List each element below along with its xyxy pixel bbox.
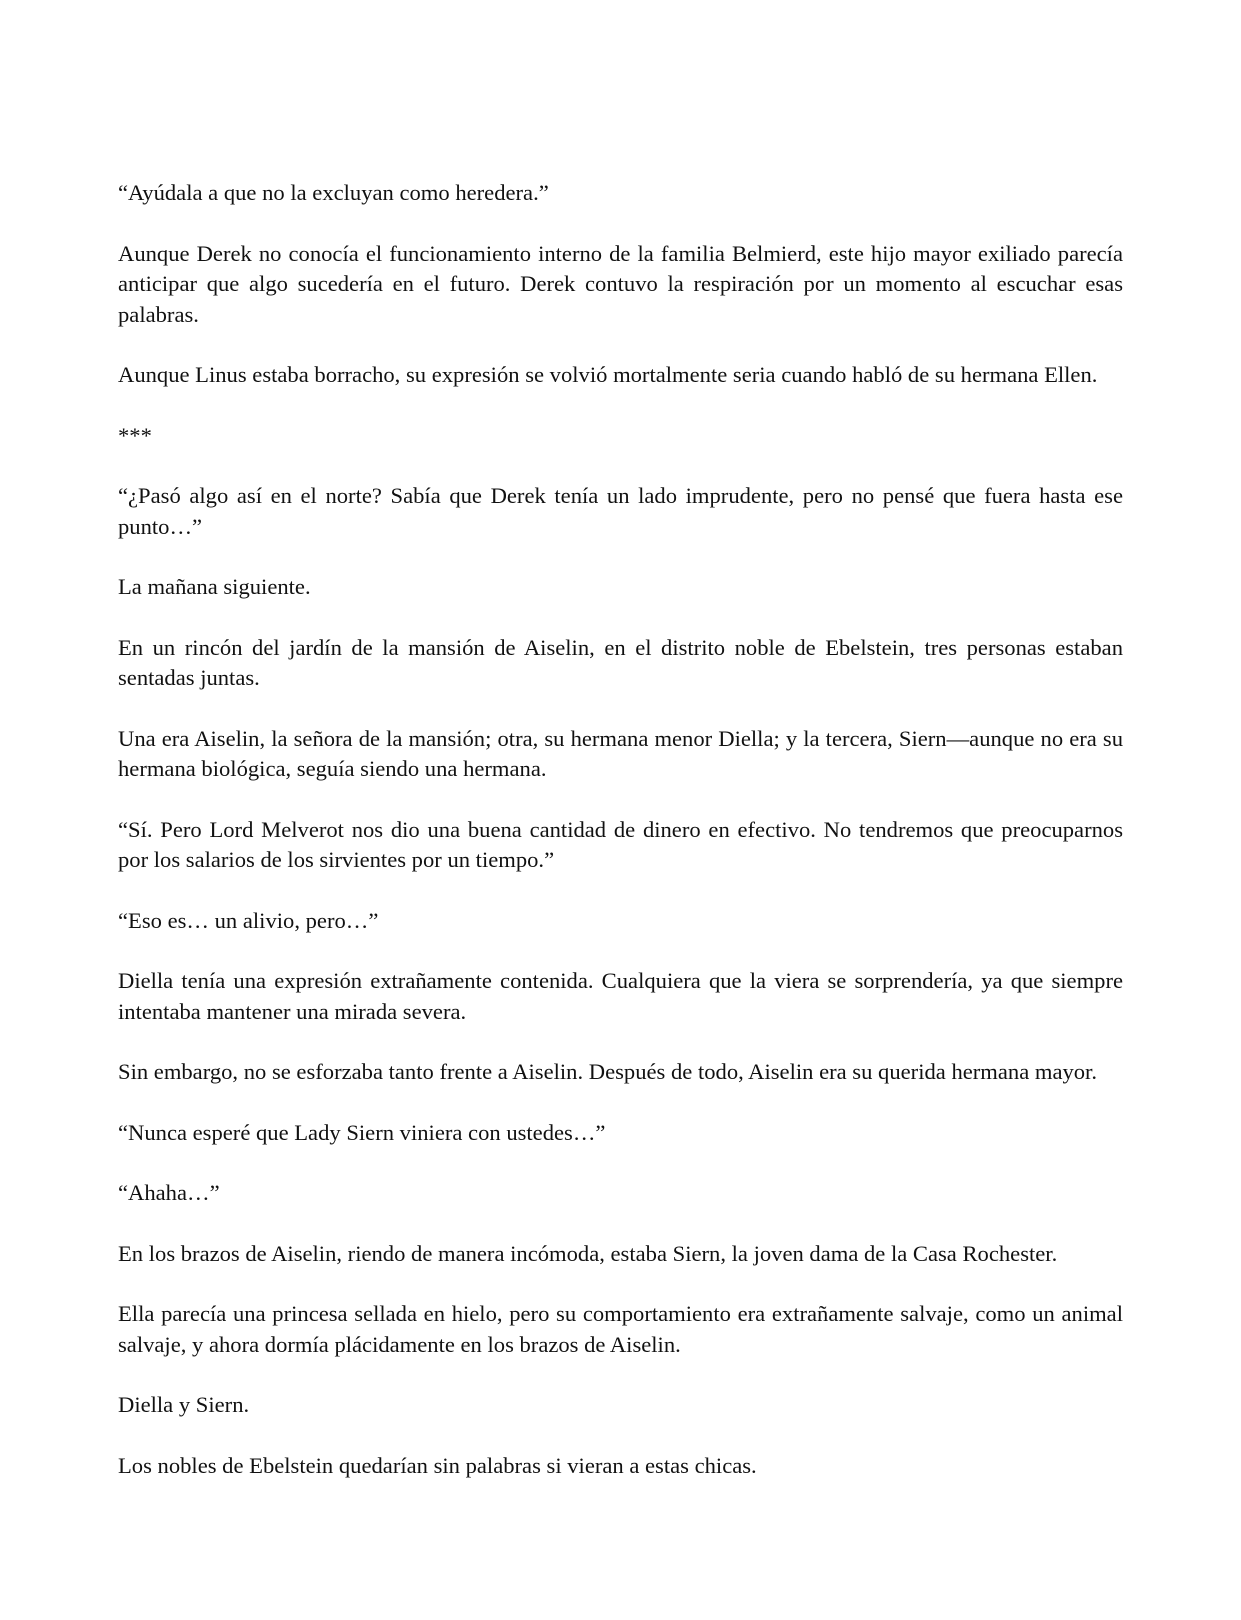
paragraph-3: Aunque Linus estaba borracho, su expresión se volvió mortalmente seria cuando habló de su hermana Ellen. — [118, 362, 1098, 387]
paragraph-18: Los nobles de Ebelstein quedarían sin palabras si vieran a estas chicas. — [118, 1452, 757, 1478]
paragraph-8: Una era Aiselin, la señora de la mansión; otra, su hermana menor Diella; y la tercera, Siern—aunque no era su hermana biológica, seguía siendo una hermana. — [118, 725, 1123, 781]
paragraph-11: Diella tenía una expresión extrañamente contenida. Cualquiera que la viera se sorprendería, ya que siempre intentaba mantener una mirada severa. — [118, 968, 1123, 1024]
paragraph-9: “Sí. Pero Lord Melverot nos dio una buena cantidad de dinero en efectivo. No tendremos que preocuparnos por los salarios de los sirvientes por un tiempo.” — [118, 816, 1123, 872]
paragraph-16: Ella parecía una princesa sellada en hielo, pero su comportamiento era extrañamente salvaje, como un animal salvaje, y ahora dormía plácidamente en los brazos de Aiselin. — [118, 1301, 1123, 1357]
paragraph-6: La mañana siguiente. — [118, 574, 311, 599]
paragraph-7: En un rincón del jardín de la mansión de Aiselin, en el distrito noble de Ebelstein, tres personas estaban sentadas juntas. — [118, 634, 1123, 690]
paragraph-1: “Ayúdala a que no la excluyan como heredera.” — [118, 180, 549, 205]
paragraph-12: Sin embargo, no se esforzaba tanto frente a Aiselin. Después de todo, Aiselin era su querida hermana mayor. — [118, 1059, 1097, 1084]
paragraph-15: En los brazos de Aiselin, riendo de manera incómoda, estaba Siern, la joven dama de la Casa Rochester. — [118, 1240, 1058, 1266]
paragraph-13: “Nunca esperé que Lady Siern viniera con ustedes…” — [118, 1119, 606, 1145]
paragraph-5: “¿Pasó algo así en el norte? Sabía que Derek tenía un lado imprudente, pero no pensé que fuera hasta ese punto…” — [118, 483, 1123, 539]
paragraph-14: “Ahaha…” — [118, 1180, 220, 1205]
paragraph-2: Aunque Derek no conocía el funcionamiento interno de la familia Belmierd, este hijo mayor exiliado parecía anticipar que algo sucedería en el futuro. Derek contuvo la respiración por un momento al escuchar esas palabras. — [118, 240, 1123, 327]
body-text — [118, 178, 1123, 1511]
paragraph-17: Diella y Siern. — [118, 1392, 250, 1417]
scene-break: *** — [118, 422, 152, 448]
paragraph-10: “Eso es… un alivio, pero…” — [118, 907, 379, 933]
